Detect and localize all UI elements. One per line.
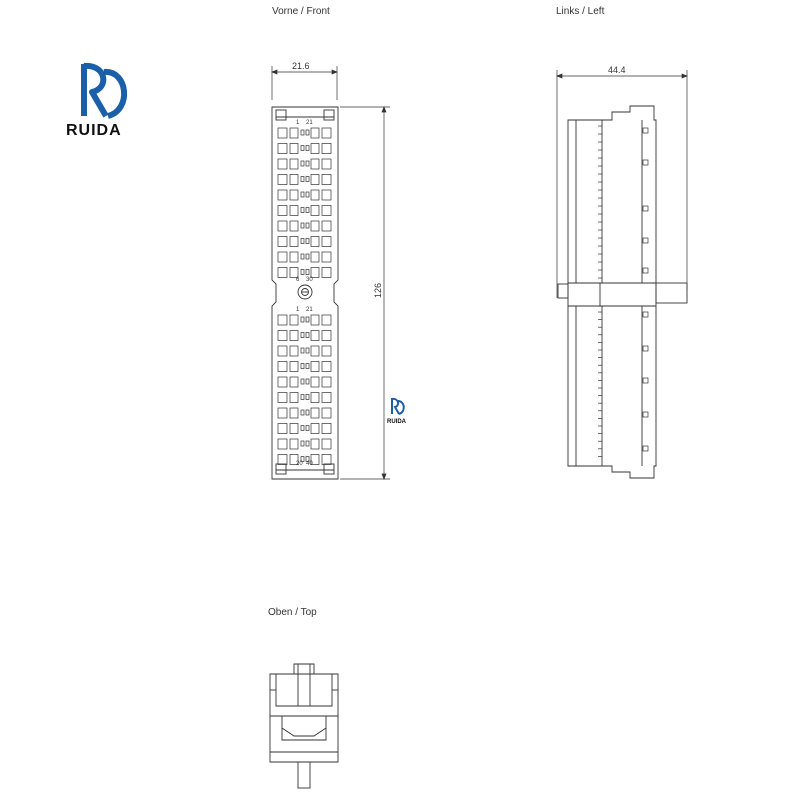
terminal-marker [301,146,304,151]
side-marker [643,238,648,243]
terminal-cell [322,221,331,231]
terminal-cell [278,221,287,231]
terminal-marker [301,364,304,369]
terminal-marker [301,177,304,182]
terminal-marker [306,192,309,197]
terminal-marker [301,239,304,244]
side-marker [643,160,648,165]
terminal-cell [278,175,287,185]
pin-label-upper-30: 30 [306,277,313,283]
terminal-cell [322,252,331,262]
terminal-cell [311,268,319,278]
terminal-cell [311,377,319,387]
terminal-cell [278,190,287,200]
left-terminal-details [598,126,648,456]
terminal-cell [278,439,287,449]
terminal-cell [311,206,319,216]
terminal-cell [290,331,298,341]
terminal-cell [278,346,287,356]
terminal-cell [311,393,319,403]
terminal-marker [306,270,309,275]
terminal-cell [278,144,287,154]
terminal-cell [311,144,319,154]
pin-label-lower-1: 1 [296,307,300,313]
terminal-cell [322,128,331,138]
side-marker [643,378,648,383]
terminal-marker [306,441,309,446]
terminal-cell [322,455,331,465]
terminal-cell [311,190,319,200]
terminal-cell [290,128,298,138]
terminal-marker [306,239,309,244]
terminal-marker [306,379,309,384]
terminal-marker [301,161,304,166]
terminal-marker [306,317,309,322]
terminal-marker [301,395,304,400]
terminal-cell [290,159,298,169]
terminal-cell [311,159,319,169]
terminal-marker [301,254,304,259]
terminal-marker [301,192,304,197]
terminal-cell [322,144,331,154]
terminal-cell [290,393,298,403]
left-view-label: Links / Left [556,6,605,17]
terminal-cell [311,439,319,449]
terminal-marker [301,130,304,135]
terminal-cell [322,393,331,403]
terminal-cell [290,346,298,356]
terminal-cell [322,362,331,372]
terminal-marker [306,161,309,166]
side-marker [643,268,648,273]
brand-name: RUIDA [66,122,122,139]
terminal-cell [311,331,319,341]
terminal-cell [322,159,331,169]
terminal-marker [306,223,309,228]
watermark-logo [387,398,407,425]
terminal-marker [301,426,304,431]
terminal-cell [311,252,319,262]
terminal-cell [290,424,298,434]
left-body [558,106,687,478]
pin-label-lower-20: 20 [296,461,303,467]
terminal-cell [322,190,331,200]
terminal-cell [278,377,287,387]
terminal-cell [278,237,287,247]
terminal-cell [290,144,298,154]
front-width-value: 21.6 [292,61,310,71]
terminal-marker [301,208,304,213]
terminal-cell [278,424,287,434]
terminal-marker [306,208,309,213]
terminal-cell [278,252,287,262]
terminal-marker [301,223,304,228]
left-width-dimension [557,70,687,298]
terminal-cell [322,331,331,341]
terminal-cell [278,331,287,341]
terminal-cell [311,175,319,185]
terminal-cell [322,206,331,216]
terminal-marker [306,254,309,259]
terminal-cell [311,424,319,434]
terminal-cell [290,221,298,231]
terminal-cell [311,315,319,325]
terminal-cell [322,315,331,325]
terminal-cell [322,237,331,247]
side-marker [643,446,648,451]
terminal-cell [322,377,331,387]
terminal-cell [290,237,298,247]
terminal-cell [278,268,287,278]
terminal-marker [306,410,309,415]
terminal-cell [278,159,287,169]
side-marker [643,312,648,317]
terminal-marker [306,395,309,400]
terminal-cell [311,346,319,356]
terminal-marker [301,379,304,384]
front-width-dimension [272,66,337,100]
terminal-cell [322,424,331,434]
pin-label-lower-21: 21 [306,307,313,313]
front-height-value: 126 [373,282,383,298]
terminal-marker [306,146,309,151]
terminal-cell [290,439,298,449]
terminal-cell [322,346,331,356]
terminal-marker [301,317,304,322]
terminal-cell [290,252,298,262]
side-marker [643,128,648,133]
pin-label-lower-40: 40 [306,461,313,467]
terminal-cell [290,190,298,200]
top-view-body [270,664,338,788]
side-marker [643,346,648,351]
terminal-marker [306,177,309,182]
terminal-marker [301,441,304,446]
terminal-cell [290,175,298,185]
side-marker [643,412,648,417]
left-width-value: 44.4 [608,65,626,75]
pin-label-upper-6: 6 [296,277,300,283]
terminal-marker [306,348,309,353]
front-view-label: Vorne / Front [272,6,330,17]
pin-label-upper-1: 1 [296,120,300,126]
terminal-cell [311,221,319,231]
front-terminal-grid [278,128,331,465]
terminal-marker [306,333,309,338]
terminal-cell [311,237,319,247]
side-marker [643,206,648,211]
terminal-marker [306,130,309,135]
watermark-name: RUIDA [387,419,406,425]
terminal-marker [301,333,304,338]
terminal-cell [322,439,331,449]
terminal-cell [278,455,287,465]
terminal-cell [311,362,319,372]
terminal-cell [311,408,319,418]
terminal-marker [301,270,304,275]
terminal-cell [290,408,298,418]
terminal-cell [322,175,331,185]
terminal-cell [290,315,298,325]
terminal-cell [311,128,319,138]
terminal-marker [301,348,304,353]
top-view-label: Oben / Top [268,607,317,618]
terminal-cell [322,408,331,418]
terminal-marker [301,410,304,415]
terminal-marker [306,364,309,369]
terminal-cell [322,268,331,278]
pin-label-upper-21: 21 [306,120,313,126]
terminal-marker [306,426,309,431]
terminal-cell [278,393,287,403]
terminal-cell [278,362,287,372]
terminal-cell [278,128,287,138]
terminal-cell [278,408,287,418]
terminal-cell [290,362,298,372]
terminal-cell [290,377,298,387]
terminal-cell [290,268,298,278]
terminal-cell [278,206,287,216]
terminal-cell [290,206,298,216]
terminal-cell [278,315,287,325]
